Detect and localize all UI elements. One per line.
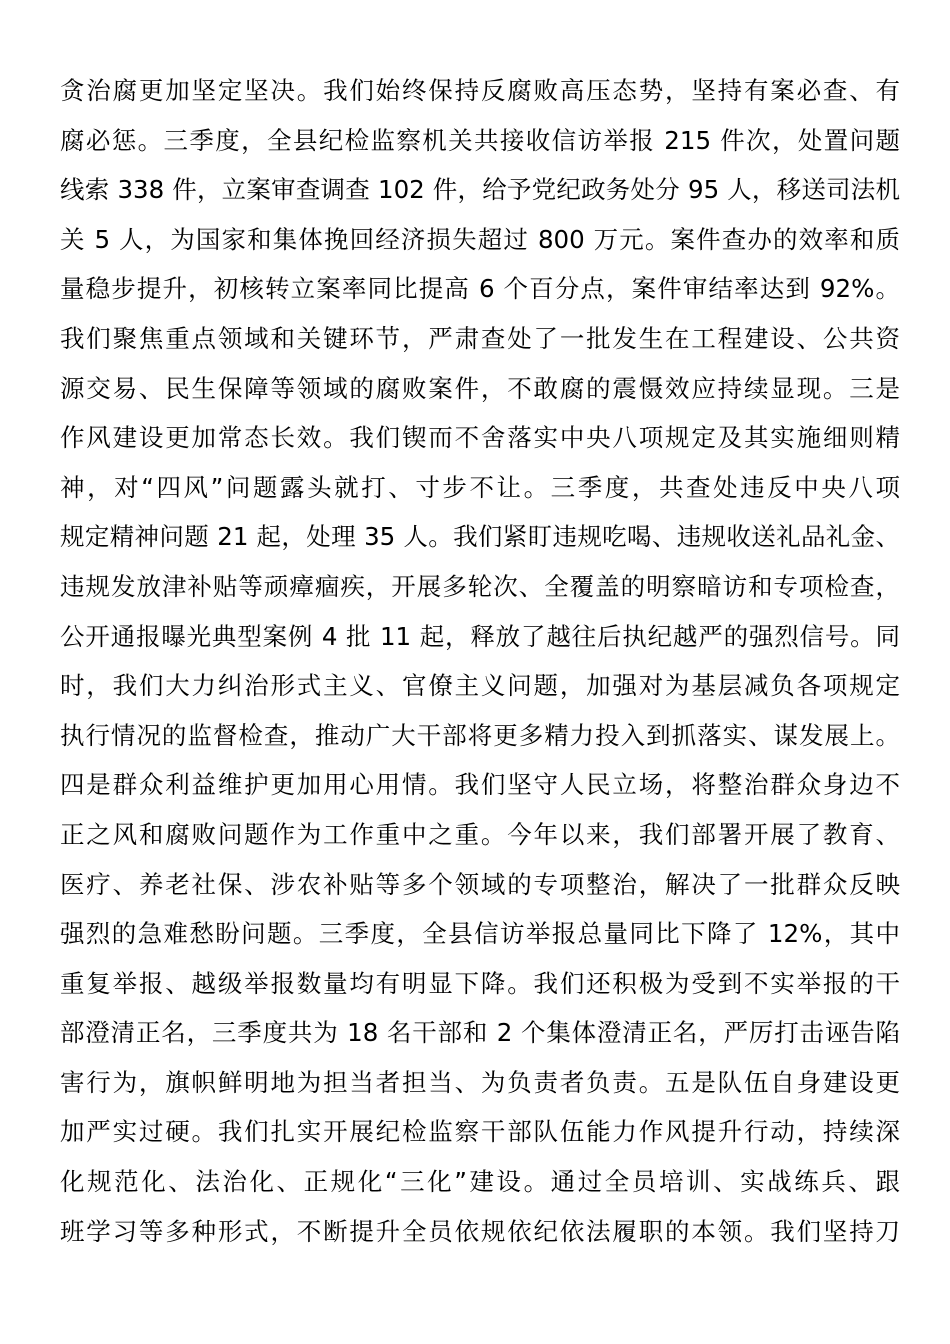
text-line: 化规范化、法治化、正规化“三化”建设。通过全员培训、实战练兵、跟 bbox=[60, 1167, 900, 1197]
text-line: 执行情况的监督检查，推动广大干部将更多精力投入到抓落实、谋发展上。 bbox=[60, 720, 900, 750]
text-line: 量稳步提升，初核转立案率同比提高 6 个百分点，案件审结率达到 92%。 bbox=[60, 274, 900, 304]
text-line: 线索 338 件，立案审查调查 102 件，给予党纪政务处分 95 人，移送司法机 bbox=[60, 175, 900, 205]
text-line: 腐必惩。三季度，全县纪检监察机关共接收信访举报 215 件次，处置问题 bbox=[60, 125, 900, 155]
text-line: 规定精神问题 21 起，处理 35 人。我们紧盯违规吃喝、违规收送礼品礼金、 bbox=[60, 522, 900, 552]
text-line: 源交易、民生保障等领域的腐败案件，不敢腐的震慑效应持续显现。三是 bbox=[60, 373, 900, 403]
text-line: 重复举报、越级举报数量均有明显下降。我们还积极为受到不实举报的干 bbox=[60, 968, 900, 998]
text-line: 医疗、养老社保、涉农补贴等多个领域的专项整治，解决了一批群众反映 bbox=[60, 869, 900, 899]
text-line: 强烈的急难愁盼问题。三季度，全县信访举报总量同比下降了 12%，其中 bbox=[60, 919, 900, 949]
text-line: 违规发放津补贴等顽瘴痼疾，开展多轮次、全覆盖的明察暗访和专项检查， bbox=[60, 571, 900, 601]
text-line: 班学习等多种形式，不断提升全员依规依纪依法履职的本领。我们坚持刀 bbox=[60, 1216, 900, 1246]
text-line: 害行为，旗帜鲜明地为担当者担当、为负责者负责。五是队伍自身建设更 bbox=[60, 1067, 900, 1097]
text-line: 我们聚焦重点领域和关键环节，严肃查处了一批发生在工程建设、公共资 bbox=[60, 323, 900, 353]
text-line: 关 5 人，为国家和集体挽回经济损失超过 800 万元。案件查办的效率和质 bbox=[60, 224, 900, 254]
text-line: 公开通报曝光典型案例 4 批 11 起，释放了越往后执纪越严的强烈信号。同 bbox=[60, 621, 900, 651]
text-line: 贪治腐更加坚定坚决。我们始终保持反腐败高压态势，坚持有案必查、有 bbox=[60, 76, 900, 105]
text-line: 部澄清正名，三季度共为 18 名干部和 2 个集体澄清正名，严厉打击诬告陷 bbox=[60, 1018, 900, 1048]
text-line: 时，我们大力纠治形式主义、官僚主义问题，加强对为基层减负各项规定 bbox=[60, 671, 900, 701]
body-text bbox=[60, 66, 900, 1256]
text-line: 作风建设更加常态长效。我们锲而不舍落实中央八项规定及其实施细则精 bbox=[60, 423, 900, 453]
text-line: 四是群众利益维护更加用心用情。我们坚守人民立场，将整治群众身边不 bbox=[60, 770, 900, 800]
text-line: 神，对“四风”问题露头就打、寸步不让。三季度，共查处违反中央八项 bbox=[60, 472, 900, 502]
text-line: 正之风和腐败问题作为工作重中之重。今年以来，我们部署开展了教育、 bbox=[60, 819, 900, 849]
text-line: 加严实过硬。我们扎实开展纪检监察干部队伍能力作风提升行动，持续深 bbox=[60, 1117, 900, 1147]
